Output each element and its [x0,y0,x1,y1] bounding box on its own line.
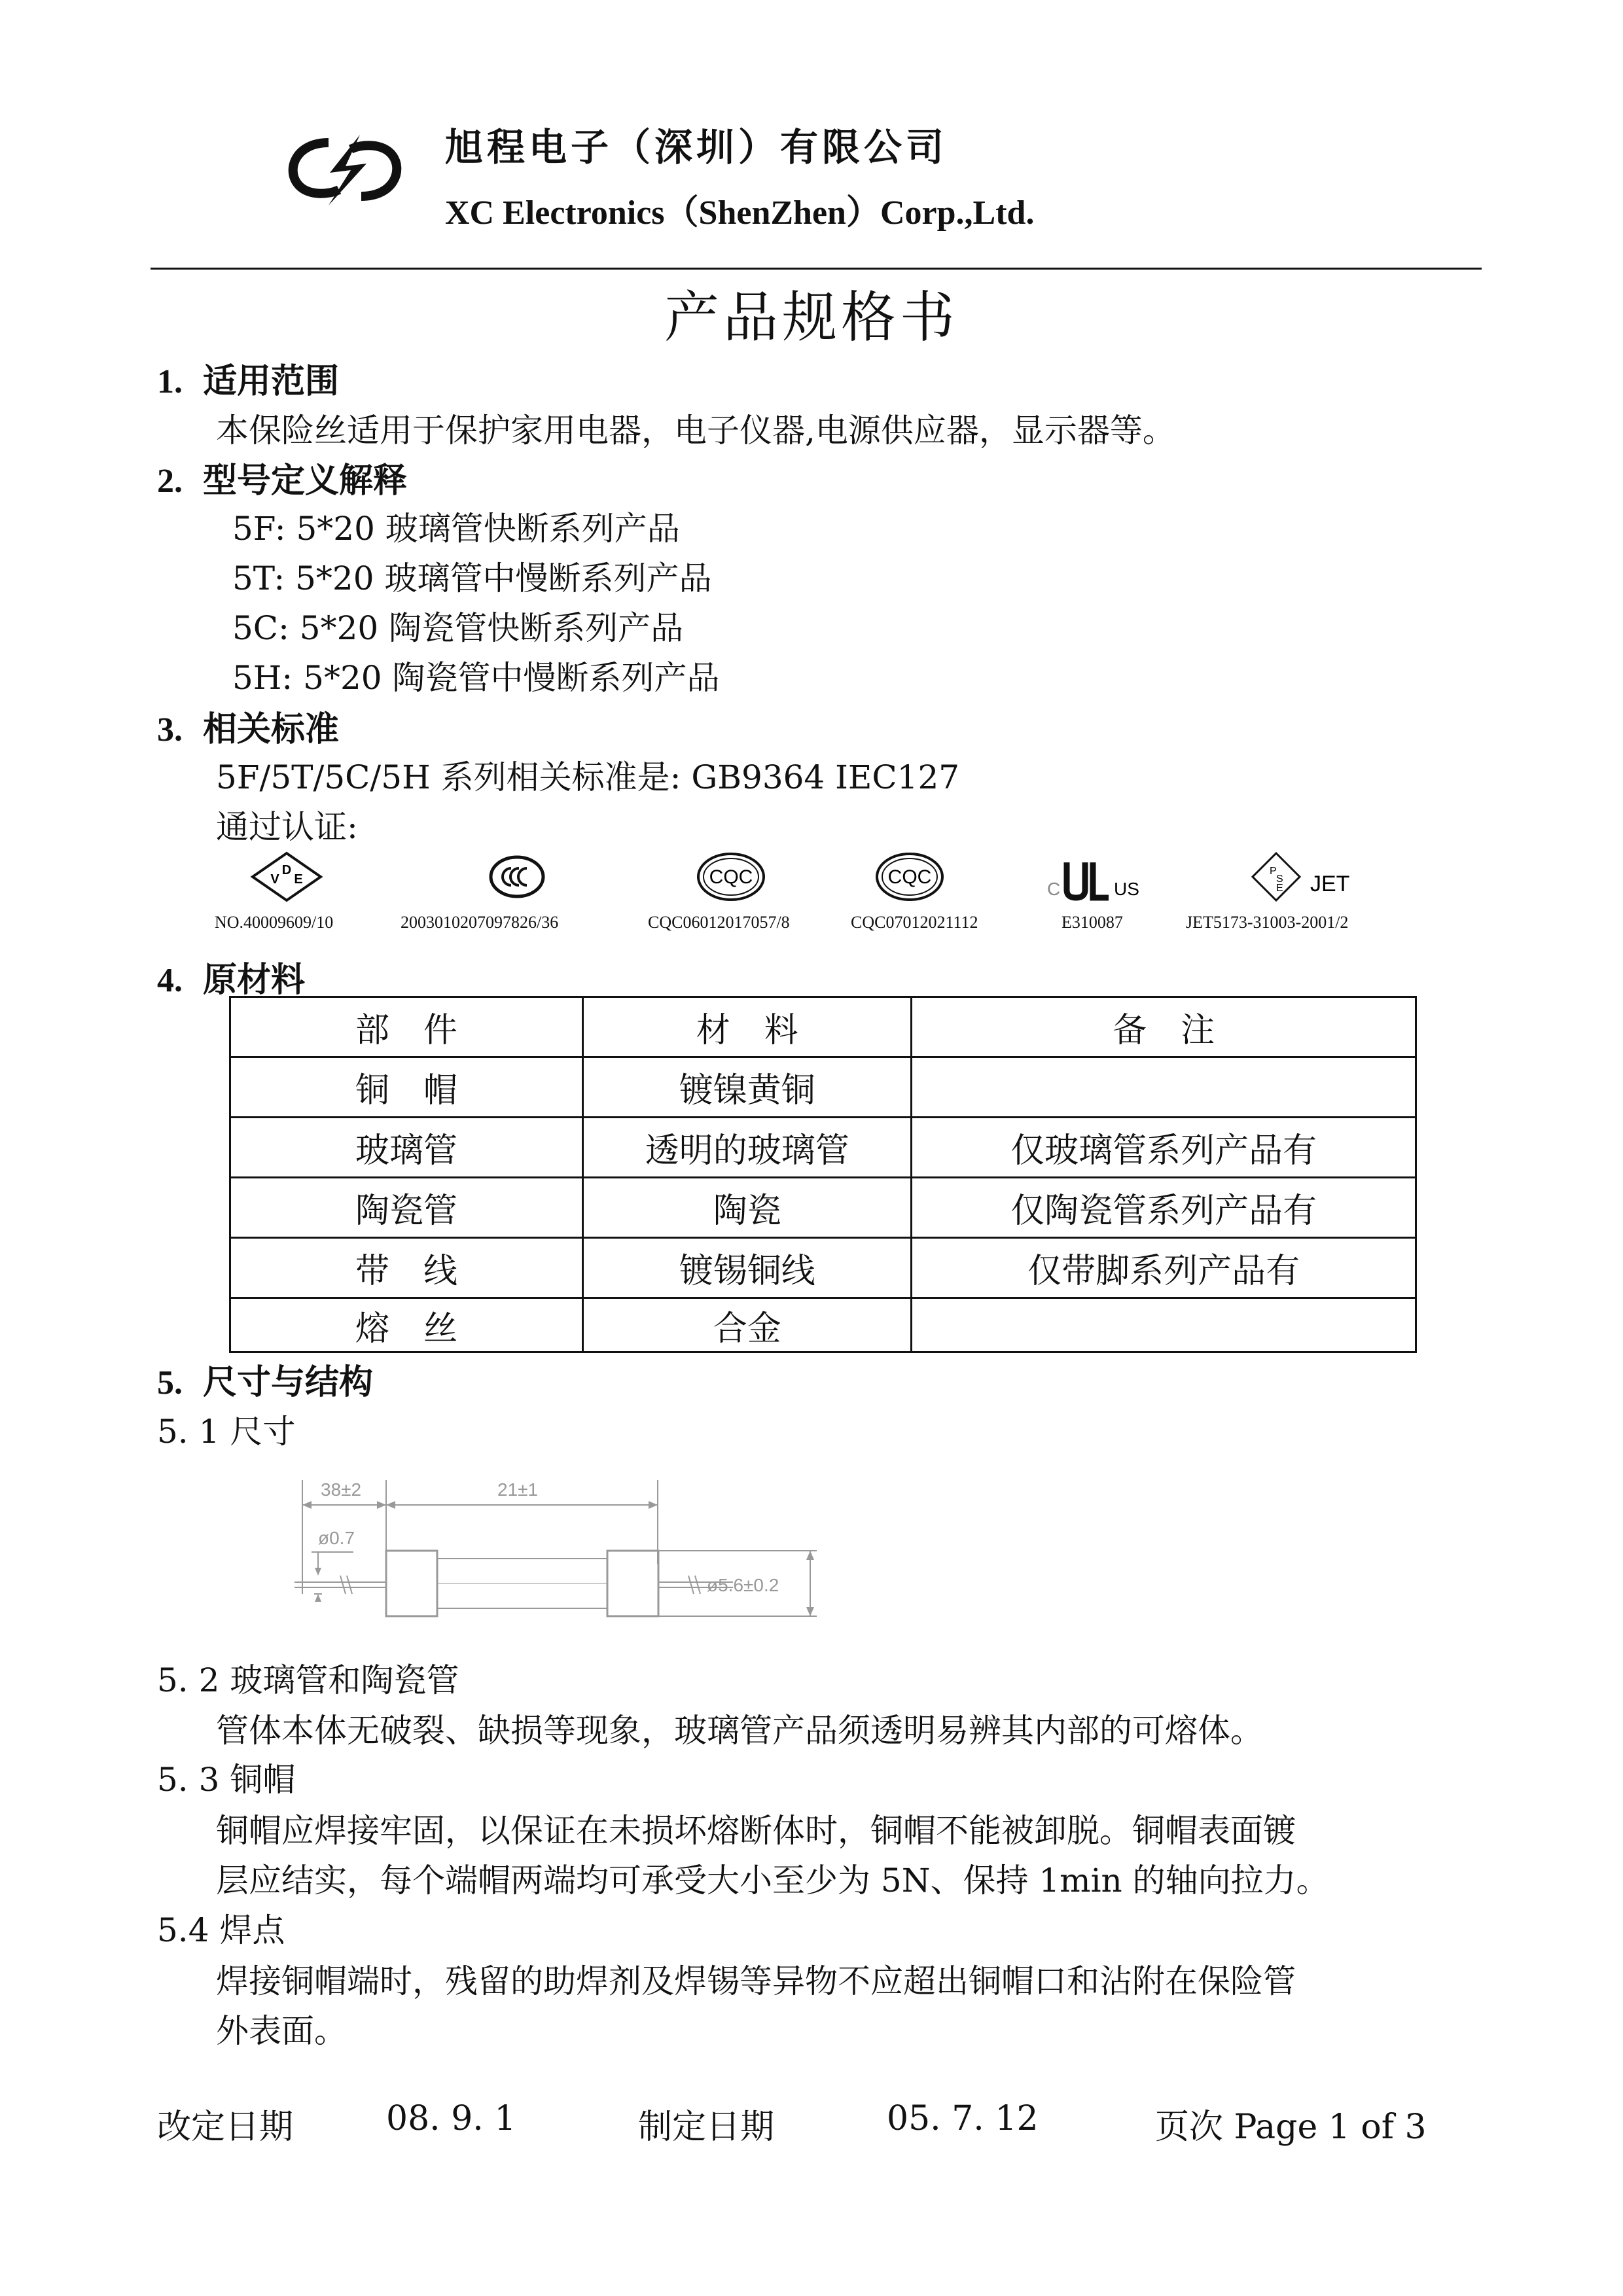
subsection-5-1 [157,1405,295,1453]
cqc-mark-icon [695,851,767,903]
subsection-5-4-line-2: 外表面。 [216,2012,347,2050]
table-cell: 陶瓷管 [230,1178,583,1238]
table-row [230,1118,1416,1178]
certification-label: 通过认证: [216,808,358,846]
cert-code: 2003010207097826/36 [401,913,559,932]
wire-diameter-label: ø0.7 [318,1528,355,1548]
cert-code: NO.40009609/10 [215,913,334,932]
vde-mark-icon [247,851,326,903]
section-5-heading [157,1354,373,1404]
lead-length-label: 38±2 [321,1479,362,1500]
table-row [230,1298,1416,1352]
section-1-heading [157,353,339,402]
subsection-number: 5. 3 [157,1761,220,1799]
cert-code: CQC06012017057/8 [648,913,790,932]
svg-text:D: D [281,863,292,877]
cert-name: CQC [709,866,753,888]
section-number: 5. [157,1364,183,1402]
body-length-label: 21±1 [497,1479,539,1500]
table-cell: 镀镍黄铜 [583,1057,912,1118]
materials-table [229,996,1417,1353]
cqc-mark-icon [874,851,946,903]
section-number: 4. [157,962,183,999]
section-2-heading [157,453,407,502]
subsection-5-3-line-1: 铜帽应焊接牢固，以保证在未损坏熔断体时，铜帽不能被卸脱。铜帽表面镀 [216,1812,1296,1850]
table-cell: 陶瓷 [583,1178,912,1238]
table-row [230,1057,1416,1118]
cert-suffix: US [1114,879,1139,899]
revise-date-label: 改定日期 [157,2108,294,2147]
subsection-number: 5. 1 [157,1413,220,1451]
subsection-number: 5. 2 [157,1661,220,1699]
model-item: 5F: 5*20 玻璃管快断系列产品 [232,510,680,548]
revise-date: 08. 9. 1 [386,2099,516,2138]
svg-text:E: E [1276,883,1283,894]
page-indicator: 页次 Page 1 of 3 [1155,2108,1427,2147]
section-title: 尺寸与结构 [203,1362,374,1402]
table-cell: 带 线 [230,1238,583,1298]
svg-text:P: P [1270,866,1277,877]
section-number: 3. [157,711,183,749]
subsection-5-2 [157,1654,459,1701]
table-row [230,1178,1416,1238]
cert-suffix: JET [1310,872,1350,896]
table-cell: 合金 [583,1298,912,1352]
made-date: 05. 7. 12 [887,2099,1039,2138]
page-title: 产品规格书 [664,285,959,349]
ccc-mark-icon [488,854,546,900]
pse-jet-mark-icon [1250,851,1368,903]
table-header-cell: 备 注 [912,997,1416,1057]
company-name-cn: 旭程电子（深圳）有限公司 [445,125,948,169]
subsection-title: 焊点 [219,1911,285,1949]
section-title: 适用范围 [203,361,340,401]
section-4-heading [157,952,305,1001]
svg-text:V: V [270,872,279,887]
header-divider [151,268,1482,270]
section-title: 型号定义解释 [203,461,408,501]
section-1-text: 本保险丝适用于保护家用电器，电子仪器,电源供应器，显示器等。 [216,412,1175,450]
cert-name: CQC [887,866,932,888]
table-cell: 铜 帽 [230,1057,583,1118]
table-cell: 仅陶瓷管系列产品有 [912,1178,1416,1238]
section-title: 原材料 [203,960,306,1000]
section-3-heading [157,701,339,751]
company-logo [283,131,407,209]
subsection-number: 5.4 [157,1911,209,1949]
model-item: 5H: 5*20 陶瓷管中慢断系列产品 [232,659,720,697]
svg-text:S: S [1276,874,1283,885]
table-row [230,1238,1416,1298]
table-cell: 玻璃管 [230,1118,583,1178]
table-cell: 熔 丝 [230,1298,583,1352]
subsection-title: 玻璃管和陶瓷管 [230,1661,459,1699]
svg-text:E: E [294,872,303,887]
table-header-cell: 部 件 [230,997,583,1057]
cert-code: CQC07012021112 [851,913,978,932]
table-cell: 仅带脚系列产品有 [912,1238,1416,1298]
subsection-5-3 [157,1754,295,1801]
table-cell: 仅玻璃管系列产品有 [912,1118,1416,1178]
body-diameter-label: ø5.6±0.2 [707,1575,779,1595]
cert-code: E310087 [1061,913,1123,932]
cert-code: JET5173-31003-2001/2 [1186,913,1349,932]
cert-prefix: C [1047,879,1061,899]
model-item: 5T: 5*20 玻璃管中慢断系列产品 [232,559,712,597]
fuse-dimension-drawing [288,1466,877,1636]
subsection-5-3-line-2: 层应结实，每个端帽两端均可承受大小至少为 5N、保持 1min 的轴向拉力。 [216,1862,1329,1899]
section-title: 相关标准 [203,709,340,749]
model-item: 5C: 5*20 陶瓷管快断系列产品 [232,609,684,647]
section-number: 1. [157,363,183,400]
table-header-cell: 材 料 [583,997,912,1057]
table-cell: 镀锡铜线 [583,1238,912,1298]
subsection-title: 尺寸 [230,1413,296,1451]
ul-mark-icon [1046,857,1150,903]
table-cell [912,1298,1416,1352]
subsection-5-4-line-1: 焊接铜帽端时，残留的助焊剂及焊锡等异物不应超出铜帽口和沾附在保险管 [216,1962,1296,2000]
table-cell: 透明的玻璃管 [583,1118,912,1178]
subsection-title: 铜帽 [230,1761,296,1799]
made-date-label: 制定日期 [638,2108,775,2147]
table-cell [912,1057,1416,1118]
standards-text: 5F/5T/5C/5H 系列相关标准是: GB9364 IEC127 [216,758,960,796]
subsection-5-2-text: 管体本体无破裂、缺损等现象，玻璃管产品须透明易辨其内部的可熔体。 [216,1712,1263,1750]
subsection-5-4 [157,1904,285,1951]
table-header-row [230,997,1416,1057]
section-number: 2. [157,463,183,500]
company-name-en: XC Electronics（ShenZhen）Corp.,Ltd. [445,194,1035,232]
